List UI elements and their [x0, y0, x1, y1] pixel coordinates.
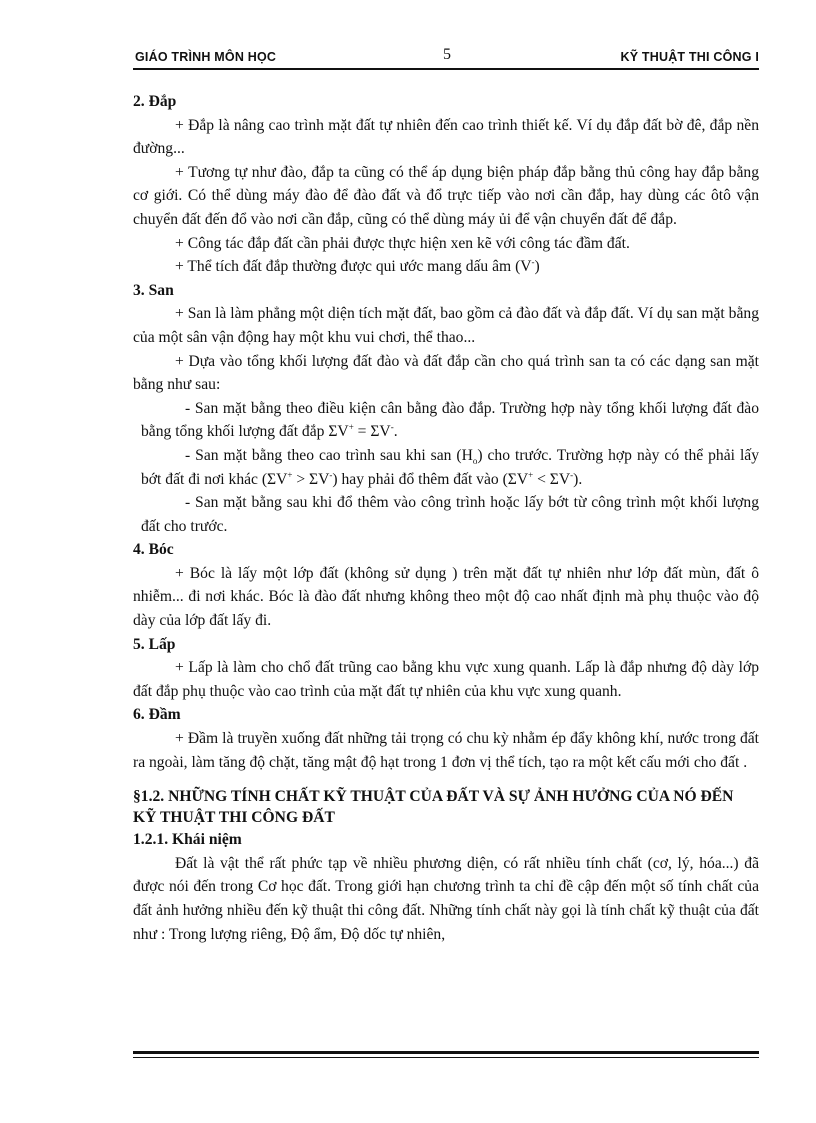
paragraph: + Dựa vào tổng khối lượng đất đào và đất đắp cần cho quá trình san ta có các dạng san mặt bằng như sau:: [133, 352, 759, 394]
paragraph: + Bóc là lấy một lớp đất (không sử dụng ) trên mặt đất tự nhiên như lớp đất mùn, đất ô nhiễm... đi nơi khác. Bóc là đào đất nhưng không theo một độ cao nhất định mà phụ thuộc vào độ dày của lớp đất lấy đi.: [133, 564, 759, 630]
header-course-title: GIÁO TRÌNH MÔN HỌC: [135, 50, 277, 64]
list-item: - San mặt bằng sau khi đổ thêm vào công trình hoặc lấy bớt từ công trình một khối lượng đất cho trước.: [141, 494, 759, 535]
heading-boc: 4. Bóc: [133, 541, 174, 559]
paragraph: + Đầm là truyền xuống đất những tải trọng có chu kỳ nhằm ép đẩy không khí, nước trong đất ra ngoài, làm tăng độ chặt, tăng mật độ hạt trong 1 đơn vị thể tích, tạo ra một kết cấu mới cho đất .: [133, 730, 759, 771]
footer-rule-thick: [133, 1051, 759, 1054]
subsection-heading: 1.2.1. Khái niệm: [133, 831, 242, 849]
page-number: 5: [443, 46, 451, 63]
paragraph: + Tương tự như đào, đắp ta cũng có thể áp dụng biện pháp đắp bằng thủ công hay đắp bằng cơ giới. Có thể dùng máy đào để đào đất và đổ trực tiếp vào nơi cần đắp, hay dùng các ôtô vận chuyển đất đến đổ vào nơi cần đắp, cũng có thể dùng máy ủi để vận chuyển đất để đắp.: [133, 163, 759, 228]
footer-rule-thin: [133, 1057, 759, 1058]
list-item: - San mặt bằng theo cao trình sau khi san $(H_o)$ cho trước. Trường hợp này có thể phải lấy bớt đất đi nơi khác (ΣV+ > ΣV-) hay phải đổ thêm đất vào (ΣV+ < ΣV-).: [141, 446, 759, 488]
heading-lap: 5. Lấp: [133, 635, 176, 653]
paragraph: + Lấp là làm cho chổ đất trũng cao bằng khu vực xung quanh. Lấp là đắp nhưng độ dày lớp đất đắp phụ thuộc vào cao trình của mặt đất tự nhiên của khu vực xung quanh.: [133, 659, 759, 700]
paragraph: + Thể tích đất đắp thường được qui ước mang dấu âm (V-): [175, 256, 540, 276]
heading-san: 3. San: [133, 281, 174, 299]
heading-dam: 6. Đầm: [133, 706, 181, 724]
paragraph: Đất là vật thể rất phức tạp về nhiều phương diện, có rất nhiều tính chất (cơ, lý, hóa...) đã được nói đến trong Cơ học đất. Trong giới hạn chương trình ta chỉ đề cập đến một số tính chất của đất ảnh hưởng nhiều đến kỹ thuật thi công đất. Những tính chất này gọi là tính chất kỹ thuật của đất như : Trong lượng riêng, Độ ẩm, Độ dốc tự nhiên,: [133, 854, 759, 943]
list-item: - San mặt bằng theo điều kiện cân bằng đào đắp. Trường hợp này tổng khối lượng đất đào bằng tổng khối lượng đất đắp ΣV+ = ΣV-.: [141, 399, 759, 441]
paragraph: + San là làm phẳng một diện tích mặt đất, bao gồm cả đào đất và đắp đất. Ví dụ san mặt bằng của một sân vận động hay một khu vui chơi, thể thao...: [133, 305, 759, 346]
page-body: [133, 90, 759, 946]
paragraph: + Công tác đắp đất cần phải được thực hiện xen kẽ với công tác đầm đất.: [175, 234, 630, 252]
header-rule: [133, 68, 759, 70]
page-header: [133, 44, 759, 68]
paragraph: + Đắp là nâng cao trình mặt đất tự nhiên đến cao trình thiết kế. Ví dụ đắp đất bờ đê, đắp nền đường...: [133, 116, 759, 158]
header-subject-title: KỸ THUẬT THI CÔNG I: [620, 50, 759, 64]
heading-dap: 2. Đắp: [133, 93, 177, 110]
section-heading: §1.2. NHỮNG TÍNH CHẤT KỸ THUẬT CỦA ĐẤT VÀ SỰ ẢNH HƯỞNG CỦA NÓ ĐẾN KỸ THUẬT THI CÔNG ĐẤT: [133, 788, 734, 827]
